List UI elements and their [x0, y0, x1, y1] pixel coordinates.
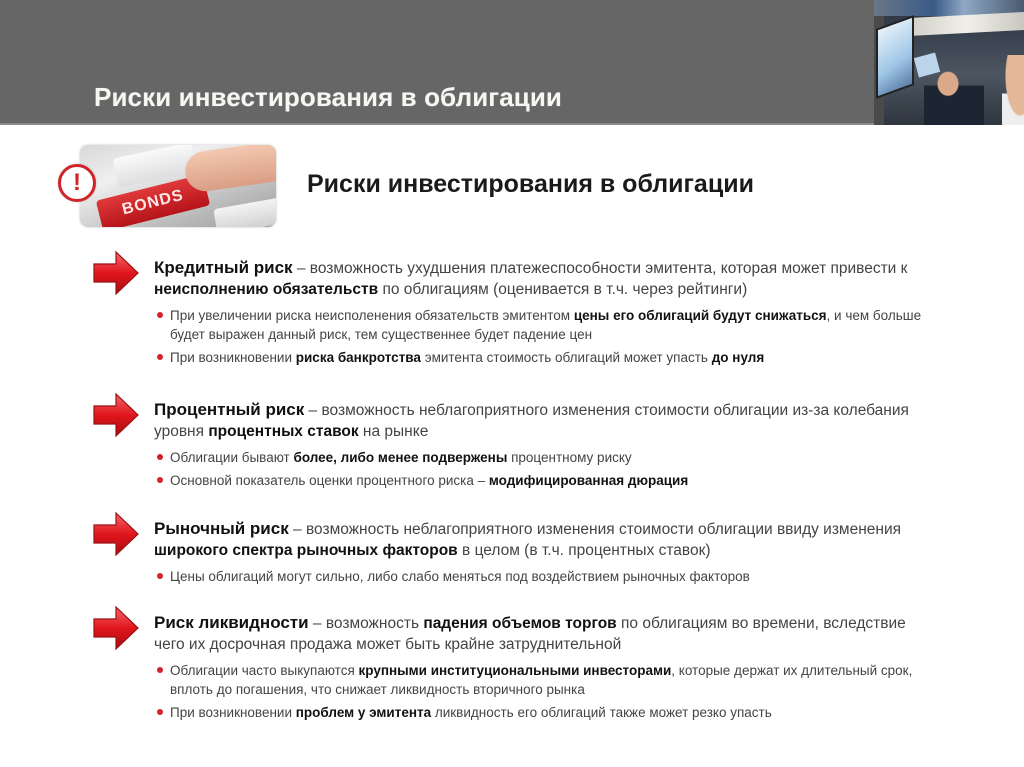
bullet-item: Основной показатель оценки процентного риска – модифицированная дюрация — [154, 471, 924, 490]
bullet-item: При возникновении риска банкротства эмитента стоимость облигаций может упасть до нуля — [154, 348, 924, 367]
trading-floor-photo — [874, 0, 1024, 125]
risk-description: Процентный риск – возможность неблагоприятного изменения стоимости облигации из-за колебания уровня процентных ставок на рынке — [154, 400, 909, 440]
bullet-item: При увеличении риска неисполенения обязательств эмитентом цены его облигаций будут снижаться, и чем больше будет выражен данный риск, тем существеннее будет падение цен — [154, 306, 924, 344]
risk-description: Риск ликвидности – возможность падения объемов торгов по облигациям во времени, вследствие чего их досрочная продажа может быть крайне затруднительной — [154, 613, 906, 653]
header-band — [0, 0, 1024, 125]
risk-term: Процентный риск — [154, 400, 305, 419]
risk-term: Риск ликвидности — [154, 613, 309, 632]
bullet-item: При возникновении проблем у эмитента ликвидность его облигаций также может резко упасть — [154, 703, 924, 722]
bullet-dot-icon — [157, 354, 163, 360]
bullet-dot-icon — [157, 312, 163, 318]
bullet-list — [154, 448, 924, 490]
red-arrow-icon — [92, 511, 140, 557]
bullet-item: Облигации часто выкупаются крупными институциональными инвесторами, которые держат их длительный срок, вплоть до погашения, что снижает ликвидность вторичного рынка — [154, 661, 924, 699]
bonds-key: BONDS — [96, 174, 210, 227]
red-arrow-icon — [92, 605, 140, 651]
bullet-dot-icon — [157, 667, 163, 673]
bullet-list — [154, 306, 924, 367]
header-title: Риски инвестирования в облигации — [94, 82, 563, 112]
bullet-dot-icon — [157, 477, 163, 483]
photo-trader-foreground — [1002, 55, 1024, 125]
bullet-item: Облигации бывают более, либо менее подвержены процентному риску — [154, 448, 924, 467]
red-arrow-icon — [92, 250, 140, 296]
risk-term: Кредитный риск — [154, 258, 293, 277]
finger-image — [183, 145, 276, 194]
bullet-list — [154, 661, 924, 722]
risk-description: Рыночный риск – возможность неблагоприятного изменения стоимости облигации ввиду изменения широкого спектра рыночных факторов в целом (в т.ч. процентных ставок) — [154, 519, 901, 559]
page-title: Риски инвестирования в облигации — [307, 170, 754, 198]
photo-trader — [924, 70, 984, 125]
bullet-dot-icon — [157, 573, 163, 579]
bonds-keyboard-image — [80, 145, 276, 227]
red-arrow-icon — [92, 392, 140, 438]
keyboard-key — [213, 197, 276, 227]
bullet-list — [154, 567, 924, 586]
risk-description: Кредитный риск – возможность ухудшения платежеспособности эмитента, которая может привести к неисполнению обязательств по облигациям (оценивается в т.ч. через рейтинги) — [154, 258, 908, 298]
photo-monitor — [876, 15, 914, 99]
bullet-item: Цены облигаций могут сильно, либо слабо меняться под воздействием рыночных факторов — [154, 567, 924, 586]
bullet-dot-icon — [157, 454, 163, 460]
risk-term: Рыночный риск — [154, 519, 289, 538]
bullet-dot-icon — [157, 709, 163, 715]
warning-icon: ! — [58, 164, 96, 202]
